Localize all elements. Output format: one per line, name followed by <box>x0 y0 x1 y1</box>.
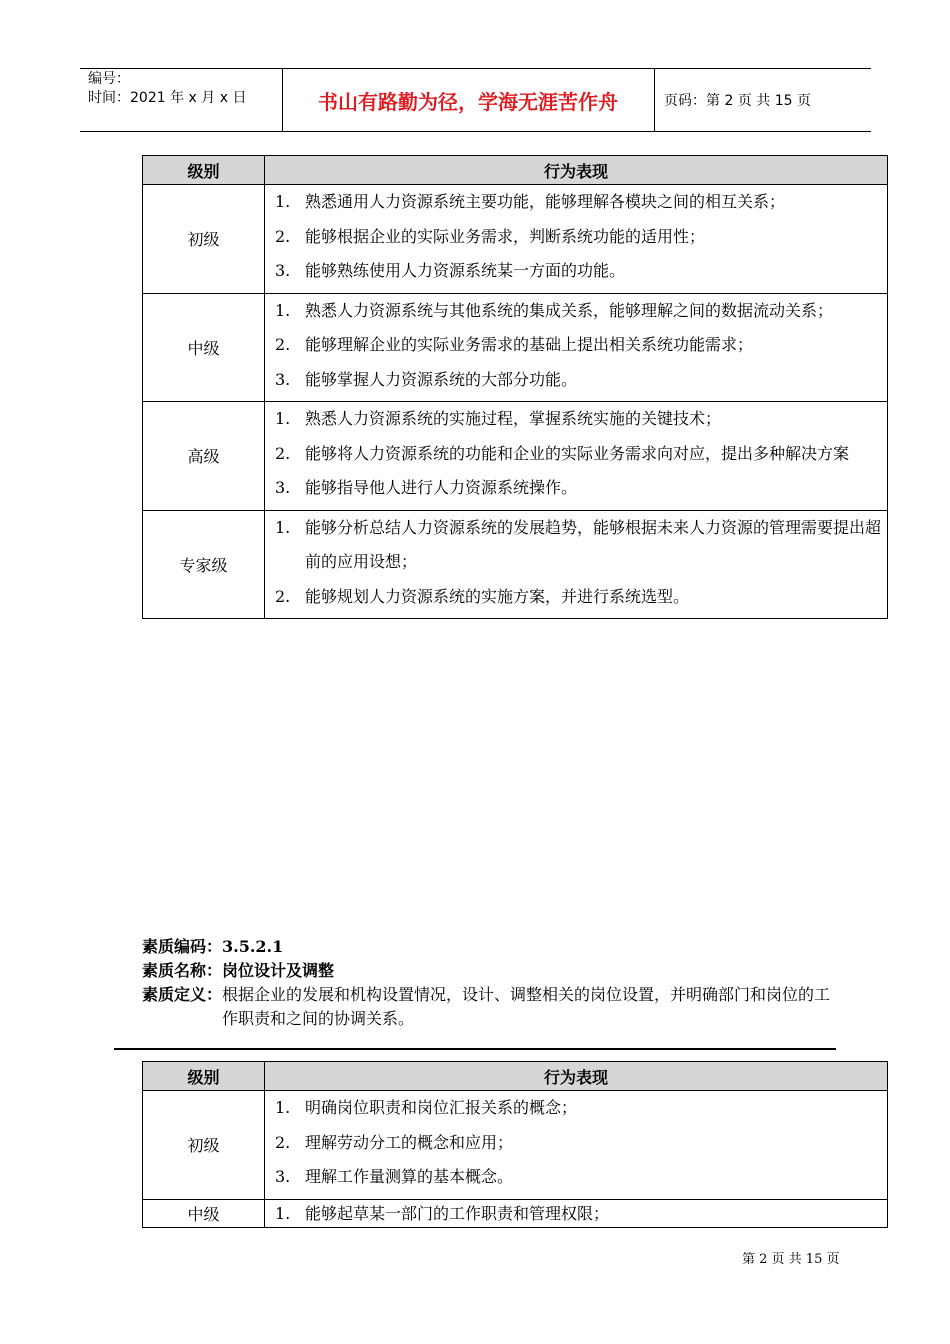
item-text: 理解工作量测算的基本概念。 <box>305 1167 514 1186</box>
item-text: 明确岗位职责和岗位汇报关系的概念； <box>305 1098 578 1117</box>
item-number: 3. <box>275 369 291 389</box>
header-divider <box>654 69 655 131</box>
competency-name-row <box>142 959 834 983</box>
level-cell: 专家级 <box>143 510 265 619</box>
table-row <box>143 185 888 294</box>
table-row <box>143 293 888 402</box>
list-item <box>271 185 881 220</box>
item-text: 熟悉人力资源系统与其他系统的集成关系，能够理解之间的数据流动关系； <box>305 300 834 320</box>
item-text: 能够理解企业的实际业务需求的基础上提出相关系统功能需求； <box>305 335 754 354</box>
list-item <box>271 1091 881 1126</box>
behavior-cell <box>265 402 888 511</box>
item-number: 2. <box>275 1132 291 1152</box>
competency-definition: 根据企业的发展和机构设置情况，设计、调整相关的岗位设置，并明确部门和岗位的工作职责和之间的协调关系。 <box>222 985 831 1028</box>
competency-code-row <box>142 935 834 959</box>
item-text: 能够规划人力资源系统的实施方案，并进行系统选型。 <box>305 586 690 606</box>
item-text: 能够掌握人力资源系统的大部分功能。 <box>305 369 578 389</box>
list-item <box>271 220 881 255</box>
item-number: 1. <box>275 517 291 537</box>
competency-name: 岗位设计及调整 <box>222 961 335 980</box>
list-item <box>271 1126 881 1161</box>
level-cell: 初级 <box>143 185 265 294</box>
list-item <box>271 254 881 289</box>
list-item <box>271 471 881 506</box>
list-item <box>271 328 881 363</box>
list-item <box>271 294 881 329</box>
competency-definition-row <box>142 983 834 1031</box>
competency-info <box>142 935 834 1031</box>
list-item <box>271 511 881 580</box>
item-text: 理解劳动分工的概念和应用； <box>305 1132 514 1152</box>
list-item <box>271 580 881 615</box>
level-cell: 高级 <box>143 402 265 511</box>
list-item <box>271 1200 881 1227</box>
table-row <box>143 1091 888 1200</box>
behavior-cell <box>265 185 888 294</box>
behavior-cell <box>265 1199 888 1227</box>
header-number-label: 编号： <box>88 71 130 87</box>
competency-code: 3.5.2.1 <box>222 937 284 956</box>
table-row <box>143 1199 888 1227</box>
column-header-behavior: 行为表现 <box>265 156 888 185</box>
item-text: 熟悉通用人力资源系统主要功能，能够理解各模块之间的相互关系； <box>305 192 786 211</box>
behavior-cell <box>265 510 888 619</box>
behavior-cell <box>265 1091 888 1200</box>
item-number: 2. <box>275 335 291 354</box>
item-text: 能够指导他人进行人力资源系统操作。 <box>305 478 578 497</box>
item-number: 2. <box>275 443 291 463</box>
level-cell: 初级 <box>143 1091 265 1200</box>
column-header-behavior: 行为表现 <box>265 1062 888 1091</box>
item-number: 3. <box>275 261 291 280</box>
page-header <box>80 68 871 132</box>
list-item <box>271 363 881 398</box>
item-number: 2. <box>275 226 291 246</box>
header-motto: 书山有路勤为径，学海无涯苦作舟 <box>318 89 618 114</box>
item-number: 2. <box>275 586 291 606</box>
item-text: 熟悉人力资源系统的实施过程，掌握系统实施的关键技术； <box>305 409 722 428</box>
table-header-row <box>143 156 888 185</box>
column-header-level: 级别 <box>143 1062 265 1091</box>
level-cell: 中级 <box>143 293 265 402</box>
item-text: 能够起草某一部门的工作职责和管理权限； <box>305 1203 610 1223</box>
item-number: 1. <box>275 192 291 211</box>
page-footer: 第 2 页 共 15 页 <box>742 1252 840 1267</box>
item-text: 能够将人力资源系统的功能和企业的实际业务需求向对应，提出多种解决方案 <box>305 443 850 463</box>
level-cell: 中级 <box>143 1199 265 1227</box>
table-header-row <box>143 1062 888 1091</box>
competency-code-label: 素质编码： <box>142 937 223 956</box>
behavior-table-2 <box>142 1061 888 1228</box>
item-number: 1. <box>275 1098 291 1117</box>
list-item <box>271 437 881 472</box>
behavior-table-1 <box>142 155 888 619</box>
competency-definition-label: 素质定义： <box>142 985 223 1004</box>
list-item <box>271 402 881 437</box>
item-number: 1. <box>275 409 291 428</box>
item-text: 能够熟练使用人力资源系统某一方面的功能。 <box>305 261 626 280</box>
item-number: 1. <box>275 1203 291 1223</box>
table-row <box>143 510 888 619</box>
list-item <box>271 1160 881 1195</box>
header-time-label: 时间：2021 年 x 月 x 日 <box>88 90 247 106</box>
header-page-info: 页码：第 2 页 共 15 页 <box>664 93 811 109</box>
item-number: 1. <box>275 300 291 320</box>
competency-name-label: 素质名称： <box>142 961 223 980</box>
header-meta <box>88 69 283 131</box>
section-divider <box>114 1048 836 1050</box>
item-number: 3. <box>275 1167 291 1186</box>
item-text: 能够根据企业的实际业务需求，判断系统功能的适用性； <box>305 226 706 246</box>
table-row <box>143 402 888 511</box>
item-text: 能够分析总结人力资源系统的发展趋势，能够根据未来人力资源的管理需要提出超前的应用设想； <box>305 517 882 571</box>
behavior-cell <box>265 293 888 402</box>
item-number: 3. <box>275 478 291 497</box>
column-header-level: 级别 <box>143 156 265 185</box>
